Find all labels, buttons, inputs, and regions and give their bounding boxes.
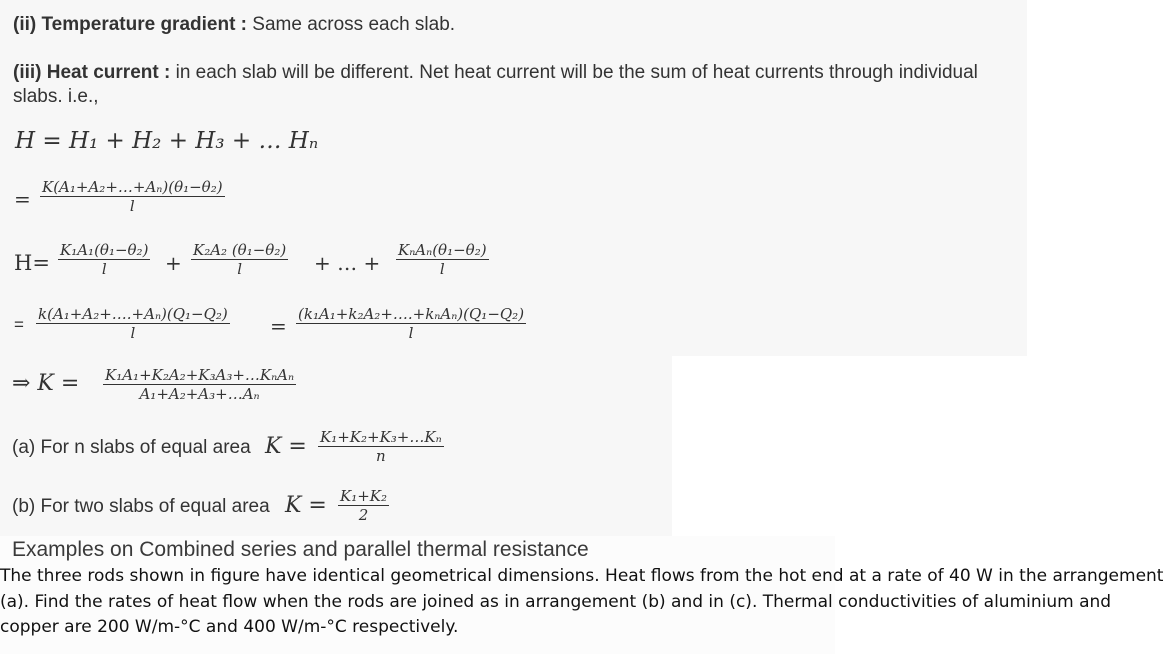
heat-current-label: (iii) Heat current :	[13, 62, 171, 83]
equation-3-term-1	[58, 241, 150, 278]
heat-current-line	[13, 62, 978, 84]
problem-statement: The three rods shown in figure have identical geometrical dimensions. Heat flows from the hot end at a rate of 40 W in the arrangement (a). Find the rates of heat flow when the rods are joined as in arrangement (b) and in (c). Thermal conductivities of aluminium and copper are 200 W/m-°C and 400 W/m-°C respectively.	[0, 566, 1164, 637]
equation-2-denominator: l	[129, 197, 135, 215]
equation-3-prefix: H=	[14, 251, 50, 275]
equation-5-numerator: K₁A₁+K₂A₂+K₃A₃+…KₙAₙ	[105, 366, 295, 384]
case-b-text: (b) For two slabs of equal area	[12, 496, 270, 517]
heat-current-text-cont: slabs. i.e.,	[13, 86, 99, 107]
equation-2-fraction	[40, 178, 225, 215]
equation-3-ellipsis: + … +	[314, 251, 381, 275]
equation-5-denominator: A₁+A₂+A₃+…Aₙ	[139, 385, 260, 403]
case-a-denominator: n	[375, 447, 386, 465]
case-b-variable: K =	[285, 493, 327, 518]
equation-5-fraction	[103, 366, 296, 403]
case-b-fraction	[338, 487, 389, 524]
equation-4-term-1-numerator: k(A₁+A₂+….+Aₙ)(Q₁−Q₂)	[38, 305, 228, 323]
equation-2-equals: =	[14, 187, 31, 211]
temperature-gradient-text: Same across each slab.	[252, 14, 456, 35]
equation-sum-of-currents: H = H₁ + H₂ + H₃ + … Hₙ	[15, 128, 319, 154]
section-heading: Examples on Combined series and parallel thermal resistance	[12, 538, 589, 561]
equation-4-term-2-numerator: (k₁A₁+k₂A₂+….+kₙAₙ)(Q₁−Q₂)	[298, 305, 525, 323]
equation-4-term-1	[36, 305, 230, 342]
case-b-denominator: 2	[358, 506, 369, 524]
equation-3-plus: +	[165, 251, 182, 275]
equation-3-term-n-numerator: KₙAₙ(θ₁−θ₂)	[398, 241, 487, 259]
heat-current-text: in each slab will be different. Net heat current will be the sum of heat currents through individual	[175, 62, 978, 83]
equation-3-term-1-denominator: l	[101, 260, 107, 278]
equation-3-term-n	[396, 241, 489, 278]
case-a-numerator: K₁+K₂+K₃+…Kₙ	[320, 428, 442, 446]
equation-3-term-1-numerator: K₁A₁(θ₁−θ₂)	[60, 241, 149, 259]
case-b-numerator: K₁+K₂	[340, 487, 388, 505]
case-a-text: (a) For n slabs of equal area	[12, 437, 251, 458]
equation-3-term-2-numerator: K₂A₂ (θ₁−θ₂)	[193, 241, 287, 259]
equation-4-mid-equals: =	[270, 314, 287, 338]
equation-3-term-n-denominator: l	[439, 260, 445, 278]
equation-4-equals: =	[14, 315, 24, 334]
equation-4-term-1-denominator: l	[130, 324, 136, 342]
equation-5-prefix: ⇒ K =	[12, 371, 80, 396]
case-a-variable: K =	[265, 434, 307, 459]
temperature-gradient-label: (ii) Temperature gradient :	[13, 14, 248, 35]
equation-4-term-2	[296, 305, 526, 342]
equation-3-term-2	[191, 241, 288, 278]
temperature-gradient-line	[13, 14, 455, 36]
equation-3-term-2-denominator: l	[237, 260, 242, 278]
equation-2-numerator: K(A₁+A₂+…+Aₙ)(θ₁−θ₂)	[42, 178, 223, 196]
equation-4-term-2-denominator: l	[408, 324, 414, 342]
case-a-fraction	[318, 428, 444, 465]
